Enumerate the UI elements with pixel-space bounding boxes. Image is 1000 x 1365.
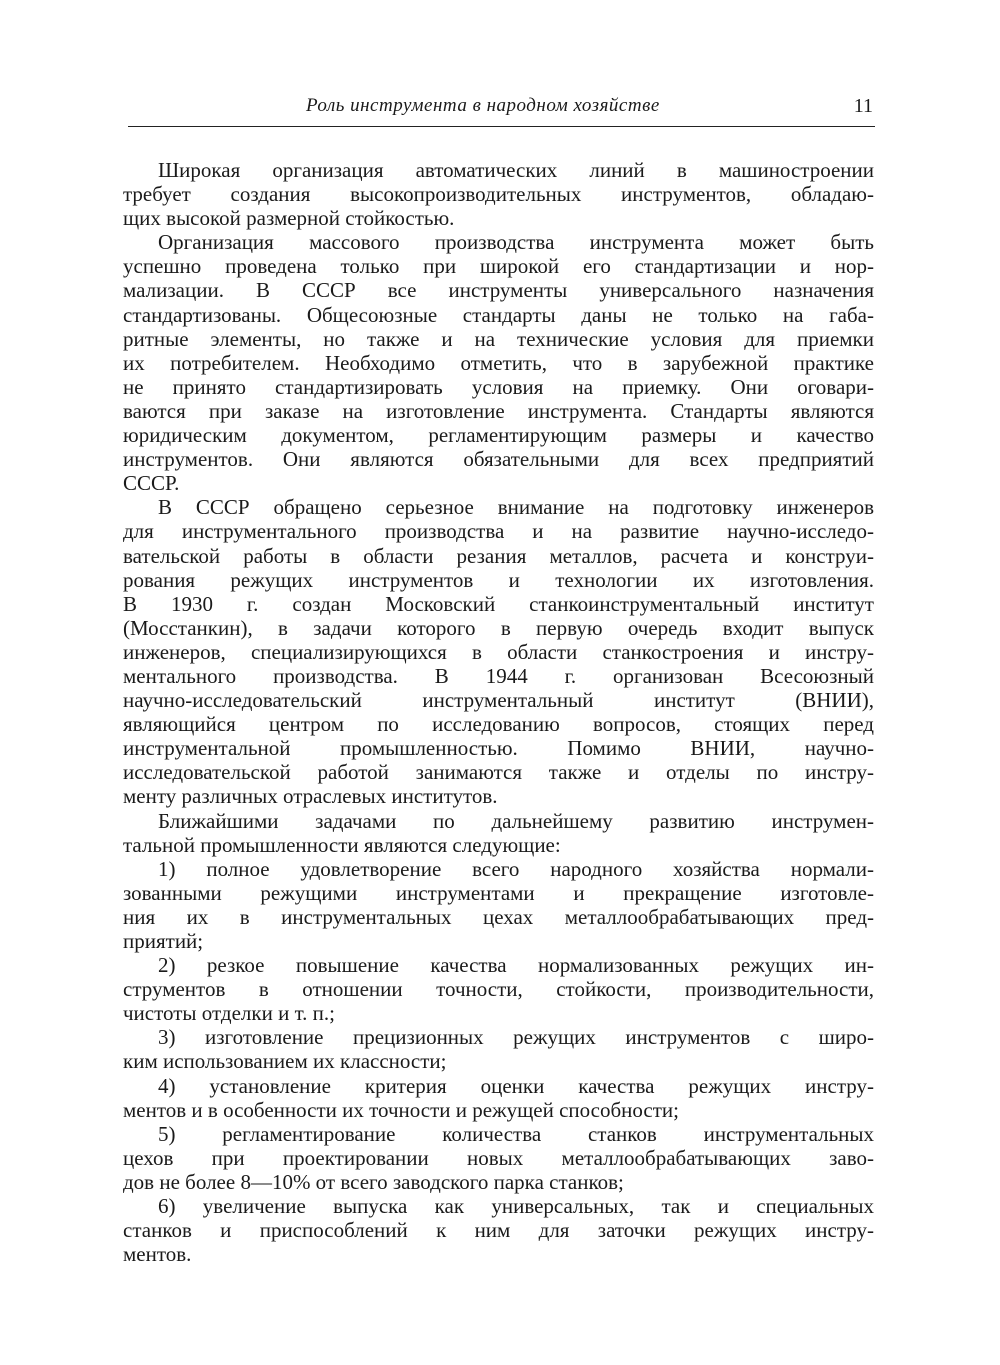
text-line: 3) изготовление прецизионных режущих инструментов с широ- — [158, 1025, 874, 1050]
text-line: щих высокой размерной стойкостью. — [123, 206, 455, 231]
text-line: для инструментального производства и на развитие научно-исследо- — [123, 519, 874, 544]
paragraph — [123, 809, 874, 857]
text-line: зованными режущими инструментами и прекращение изготовле- — [123, 880, 874, 905]
paragraph — [123, 1194, 874, 1266]
paragraph — [123, 857, 874, 953]
text-line: ваются при заказе на изготовление инструмента. Стандарты являются — [123, 398, 874, 423]
text-line: ментов. — [123, 1242, 192, 1267]
text-line: их потребителем. Необходимо отметить, что в зарубежной практике — [123, 350, 874, 375]
text-line: тальной промышленности являются следующие: — [123, 832, 561, 857]
text-line: чистоты отделки и т. п.; — [123, 1001, 335, 1026]
text-line: ния их в инструментальных цехах металлообрабатывающих пред- — [123, 904, 874, 929]
text-line: инженеров, специализирующихся в области станкостроения и инстру- — [123, 639, 874, 664]
running-title: Роль инструмента в народном хозяйстве — [306, 95, 660, 116]
text-line: Организация массового производства инструмента может быть — [158, 230, 874, 255]
text-line: станков и приспособлений к ним для заточки режущих инстру- — [123, 1218, 874, 1243]
text-line: мализации. В СССР все инструменты универсального назначения — [123, 278, 874, 303]
text-line: 4) установление критерия оценки качества режущих инстру- — [158, 1073, 874, 1098]
text-line: Широкая организация автоматических линий в машиностроении — [158, 158, 874, 182]
text-line: (Мосстанкин), в задачи которого в первую очередь входит выпуск — [123, 615, 874, 640]
text-line: успешно проведена только при широкой его стандартизации и нор- — [123, 254, 874, 279]
text-line: исследовательской работой занимаются также и отделы по инстру- — [123, 760, 874, 785]
text-line: 1) полное удовлетворение всего народного хозяйства нормали- — [158, 856, 874, 881]
page-number: 11 — [853, 95, 873, 117]
text-line: Ближайшими задачами по дальнейшему развитию инструмен- — [158, 808, 874, 833]
text-line: вательской работы в области резания металлов, расчета и конструи- — [123, 543, 874, 568]
paragraph — [123, 1074, 874, 1122]
text-line: 6) увеличение выпуска как универсальных, так и специальных — [158, 1194, 874, 1219]
header-rule — [128, 126, 875, 127]
paragraph — [123, 495, 874, 808]
text-line: инструментов. Они являются обязательными для всех предприятий — [123, 447, 874, 472]
text-line: струментов в отношении точности, стойкости, производительности, — [123, 977, 874, 1002]
text-line: СССР. — [123, 471, 180, 496]
text-line: ким использованием их классности; — [123, 1049, 447, 1074]
paragraph — [123, 953, 874, 1025]
text-line: 2) резкое повышение качества нормализованных режущих ин- — [158, 953, 874, 978]
page-header — [128, 95, 875, 121]
text-line: научно-исследовательский инструментальный институт (ВНИИ), — [123, 688, 874, 713]
body-text — [123, 158, 874, 1266]
paragraph — [123, 1122, 874, 1194]
text-line: не принято стандартизировать условия на приемку. Они оговари- — [123, 374, 874, 399]
text-line: стандартизованы. Общесоюзные стандарты даны не только на габа- — [123, 302, 874, 327]
paragraph — [123, 158, 874, 230]
paragraph — [123, 1025, 874, 1073]
text-line: менту различных отраслевых институтов. — [123, 784, 498, 809]
text-line: рования режущих инструментов и технологии их изготовления. — [123, 567, 874, 592]
text-line: ментального производства. В 1944 г. организован Всесоюзный — [123, 663, 874, 688]
text-line: 5) регламентирование количества станков инструментальных — [158, 1121, 874, 1146]
text-line: являющийся центром по исследованию вопросов, стоящих перед — [123, 712, 874, 737]
text-line: ментов и в особенности их точности и режущей способности; — [123, 1097, 679, 1122]
text-line: дов не более 8—10% от всего заводского парка станков; — [123, 1169, 624, 1194]
text-line: инструментальной промышленностью. Помимо ВНИИ, научно- — [123, 736, 874, 761]
text-line: ритные элементы, но также и на технические условия для приемки — [123, 326, 874, 351]
text-line: В 1930 г. создан Московский станкоинструментальный институт — [123, 591, 874, 616]
text-line: цехов при проектировании новых металлообрабатывающих заво- — [123, 1145, 874, 1170]
text-line: требует создания высокопроизводительных инструментов, обладаю- — [123, 182, 874, 207]
text-line: приятий; — [123, 929, 204, 953]
text-line: юридическим документом, регламентирующим размеры и качество — [123, 423, 874, 448]
text-line: В СССР обращено серьезное внимание на подготовку инженеров — [158, 495, 874, 520]
paragraph — [123, 230, 874, 495]
